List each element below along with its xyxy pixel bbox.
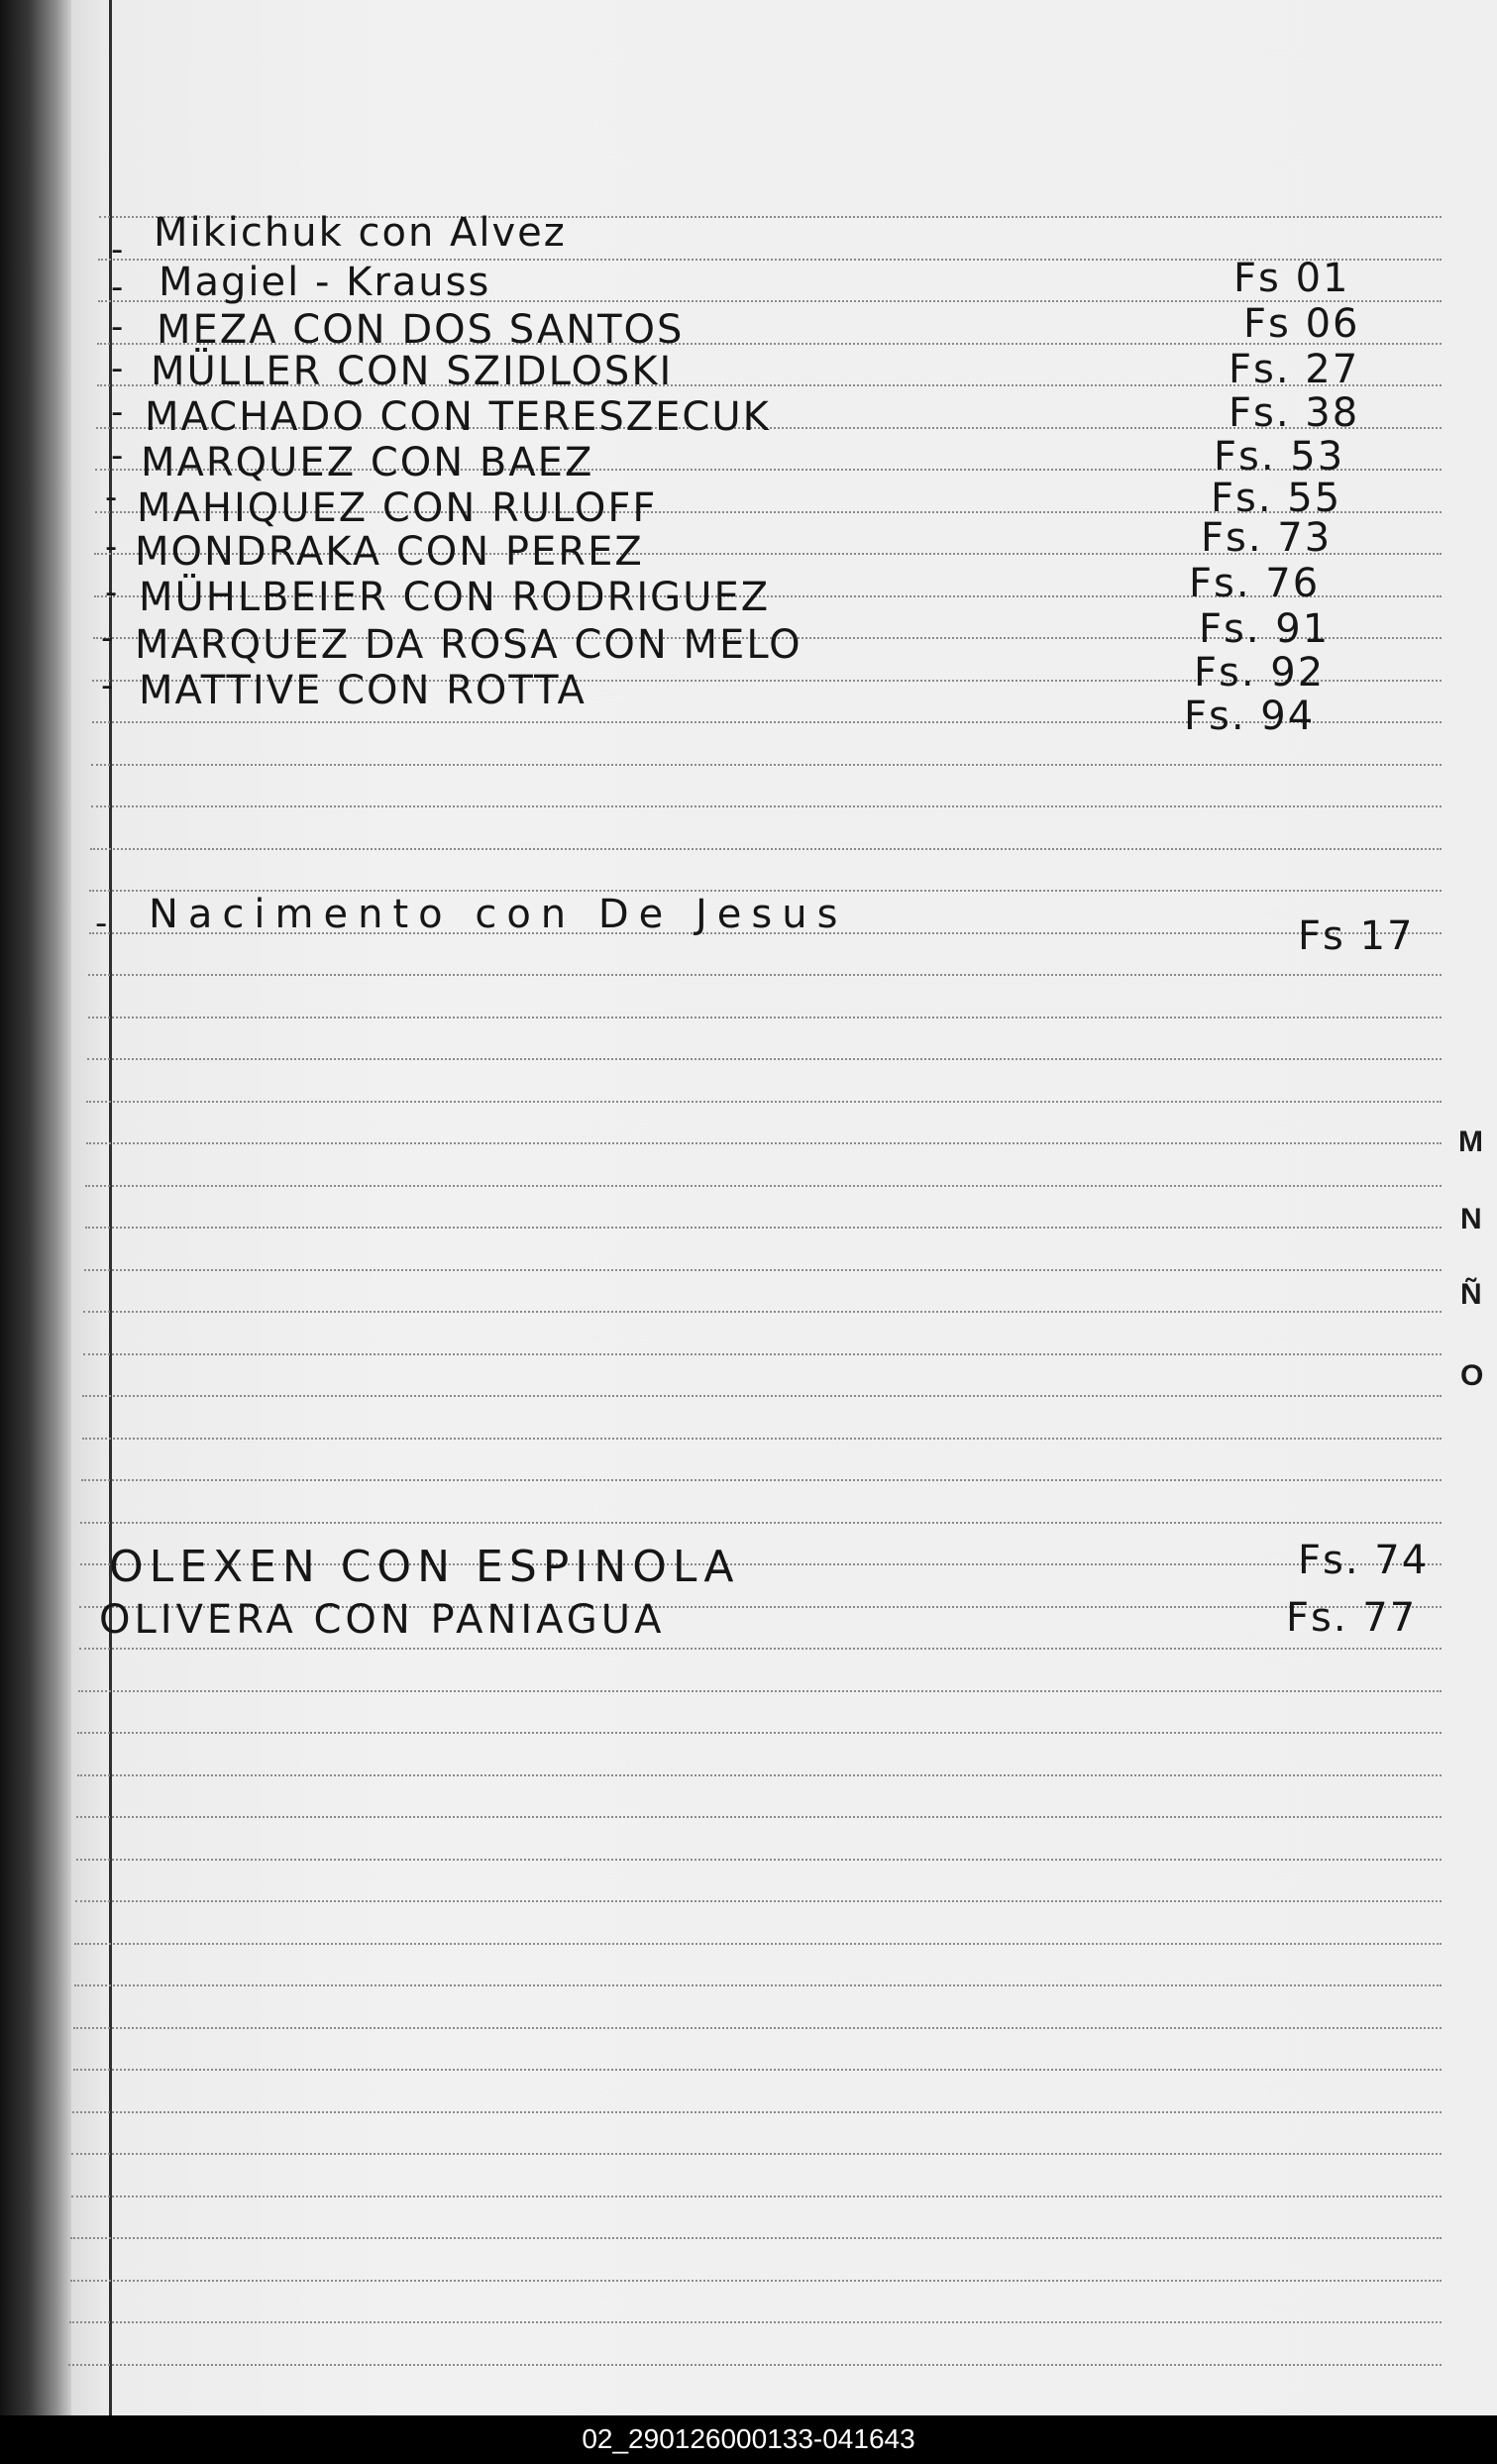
entry-dash: - xyxy=(111,436,126,476)
index-letter-o: O xyxy=(1460,1359,1484,1392)
entry-folio: Fs 17 xyxy=(1298,913,1415,959)
ruled-line xyxy=(85,1227,1442,1229)
entry-folio: Fs 06 xyxy=(1243,301,1360,347)
entry-dash: - xyxy=(105,478,120,517)
entry-text: MÜLLER CON SZIDLOSKI xyxy=(151,349,674,394)
entry-text: MARQUEZ CON BAEZ xyxy=(141,440,594,485)
ruled-line xyxy=(88,974,1442,976)
ruled-line xyxy=(81,1479,1442,1481)
entry-dash: - xyxy=(111,230,126,269)
entry-dash: - xyxy=(105,527,120,567)
entry-dash: - xyxy=(111,307,126,347)
entry-dash: - xyxy=(111,392,126,432)
entry-dash: - xyxy=(95,904,110,943)
entry-text: OLEXEN CON ESPINOLA xyxy=(109,1542,740,1592)
index-letter-enye: Ñ xyxy=(1460,1278,1482,1311)
entry-dash: - xyxy=(101,666,116,705)
ruled-line xyxy=(91,764,1442,766)
entry-folio: Fs. 92 xyxy=(1194,650,1326,696)
ruled-line xyxy=(76,1816,1442,1818)
entry-folio: Fs. 91 xyxy=(1199,606,1331,652)
footer-code: 02_290126000133-041643 xyxy=(582,2423,915,2454)
ruled-line xyxy=(83,1311,1442,1313)
ruled-line xyxy=(79,1648,1442,1650)
index-letter-n: N xyxy=(1460,1203,1482,1235)
ruled-line xyxy=(90,848,1442,850)
entry-folio: Fs. 55 xyxy=(1211,476,1342,521)
entry-folio: Fs. 53 xyxy=(1214,434,1345,480)
ruled-line xyxy=(75,1900,1442,1902)
entry-text: MAHIQUEZ CON RULOFF xyxy=(137,485,658,531)
ruled-line xyxy=(71,2196,1442,2197)
ruled-line xyxy=(70,2237,1442,2239)
entry-text: Nacimento con De Jesus xyxy=(149,892,848,937)
ruled-line xyxy=(80,1522,1442,1524)
ruled-line xyxy=(70,2280,1442,2282)
index-letter-m: M xyxy=(1458,1125,1483,1158)
ruled-line xyxy=(88,1017,1442,1018)
ruled-line xyxy=(82,1438,1442,1440)
entry-text: Magiel - Krauss xyxy=(159,260,491,305)
ruled-line xyxy=(77,1774,1442,1776)
ruled-line xyxy=(85,1185,1442,1187)
ruled-line xyxy=(72,2111,1442,2113)
entry-text: OLIVERA CON PANIAGUA xyxy=(99,1597,666,1643)
entry-dash: - xyxy=(111,349,126,388)
ruled-line xyxy=(69,2321,1442,2323)
ruled-line xyxy=(82,1395,1442,1397)
entry-text: Mikichuk con Alvez xyxy=(154,210,567,256)
ruled-line xyxy=(71,2153,1442,2155)
ruled-line xyxy=(74,1984,1442,1986)
ruled-line xyxy=(74,1943,1442,1945)
ruled-line xyxy=(73,2027,1442,2029)
ruled-line xyxy=(87,1058,1442,1060)
entry-folio: Fs. 73 xyxy=(1201,515,1333,561)
binding-spine xyxy=(0,0,71,2415)
entry-text: MARQUEZ DA ROSA CON MELO xyxy=(135,622,802,668)
entry-text: MONDRAKA CON PEREZ xyxy=(135,529,644,575)
ruled-line xyxy=(68,2364,1442,2366)
entry-text: MÜHLBEIER CON RODRIGUEZ xyxy=(139,575,771,620)
ruled-line xyxy=(77,1732,1442,1734)
entry-text: MEZA CON DOS SANTOS xyxy=(157,307,685,353)
ruled-line xyxy=(76,1859,1442,1861)
entry-folio: Fs. 74 xyxy=(1298,1538,1430,1583)
ruled-line xyxy=(86,1101,1442,1103)
entry-folio: Fs. 77 xyxy=(1286,1595,1418,1641)
entry-text: MATTIVE CON ROTTA xyxy=(139,668,587,713)
ruled-line xyxy=(86,1142,1442,1144)
ruled-line xyxy=(83,1353,1442,1355)
entry-folio: Fs. 38 xyxy=(1229,390,1360,436)
ruled-line xyxy=(73,2069,1442,2071)
entry-dash: - xyxy=(101,618,116,658)
ruled-line xyxy=(84,1269,1442,1271)
entry-dash: - xyxy=(111,268,126,307)
entry-folio: Fs. 94 xyxy=(1184,694,1316,739)
entry-folio: Fs 01 xyxy=(1233,256,1350,301)
entry-text: MACHADO CON TERESZECUK xyxy=(145,394,771,440)
entry-folio: Fs. 27 xyxy=(1229,347,1360,392)
entry-folio: Fs. 76 xyxy=(1189,561,1321,606)
ruled-line xyxy=(91,805,1442,807)
entry-dash: - xyxy=(105,573,120,612)
ruled-line xyxy=(78,1690,1442,1692)
